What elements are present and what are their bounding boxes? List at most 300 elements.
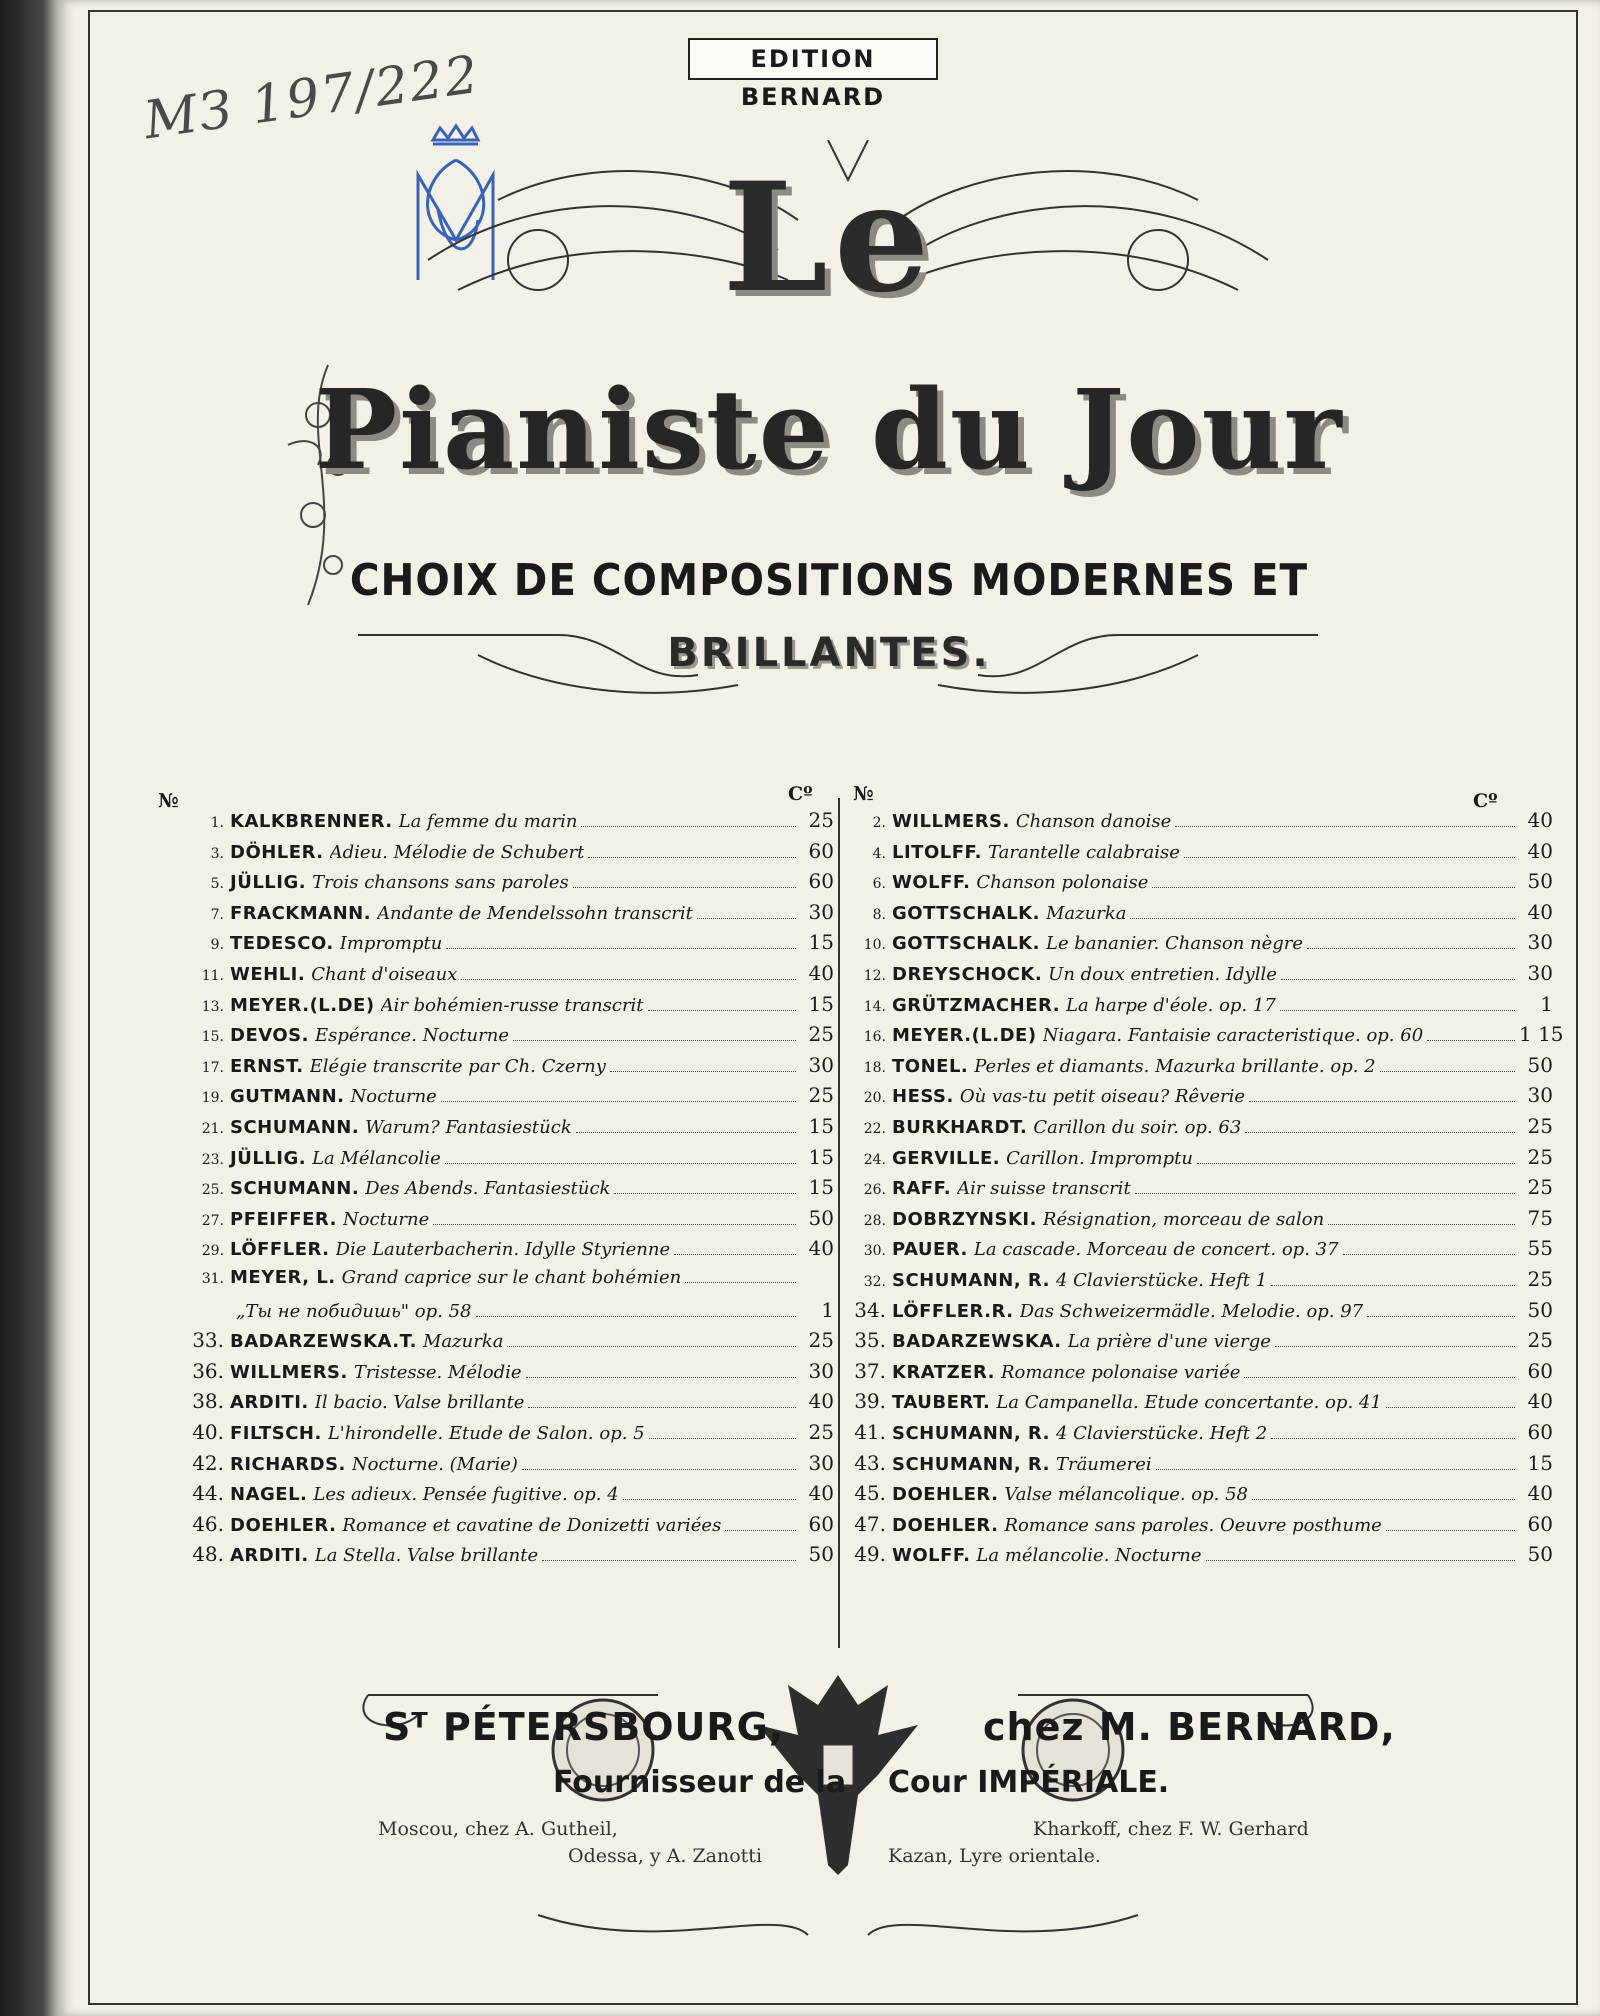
catalogue-entry: [848, 1175, 1553, 1203]
entry-number: 33.: [192, 1328, 224, 1353]
entry-work: Andante de Mendelssohn transcrit: [377, 902, 693, 924]
leader-dots: [1386, 1407, 1515, 1408]
entry-work: Les adieux. Pensée fugitive. op. 4: [313, 1484, 619, 1506]
leader-dots: [623, 1499, 796, 1500]
entry-price: 40: [808, 961, 834, 985]
leader-dots: [433, 1224, 796, 1225]
entry-work: Carillon. Impromptu: [1006, 1147, 1193, 1169]
entry-composer: GOTTSCHALK.: [892, 902, 1040, 924]
entry-work: Espérance. Nocturne: [314, 1025, 509, 1047]
entry-number: 13.: [201, 998, 224, 1015]
branch-odessa: Odessa, y A. Zanotti: [568, 1845, 763, 1867]
entry-work: Tristesse. Mélodie: [353, 1361, 522, 1383]
entry-number: 19.: [201, 1090, 224, 1107]
entry-composer: WEHLI.: [230, 964, 306, 985]
entry-composer: JÜLLIG.: [230, 1147, 307, 1169]
catalogue-entry: [186, 1328, 834, 1356]
entry-number: 31.: [201, 1271, 224, 1287]
entry-price: 1: [1540, 991, 1553, 1016]
entry-work: Romance polonaise variée: [1001, 1361, 1241, 1383]
entry-price: 1: [821, 1297, 834, 1322]
entry-price: 25: [808, 1328, 834, 1353]
leader-dots: [1367, 1316, 1515, 1317]
entry-number: 24.: [863, 1151, 886, 1168]
catalogue-entry: [186, 1175, 834, 1203]
leader-dots: [685, 1282, 796, 1283]
catalogue-entry: [186, 961, 834, 989]
entry-work: Romance sans paroles. Oeuvre posthume: [1004, 1514, 1382, 1536]
entry-price: 30: [808, 1358, 834, 1383]
title-le: Le: [722, 150, 936, 326]
leader-dots: [1156, 1469, 1515, 1470]
catalogue-entry: [848, 1481, 1553, 1509]
catalogue-entry: [186, 1145, 834, 1173]
entry-work: Chant d'oiseaux: [311, 964, 458, 985]
entry-number: 12.: [863, 968, 886, 984]
entry-price: 30: [1527, 1083, 1553, 1108]
catalogue-entry: [186, 1236, 834, 1264]
entry-number: 9.: [210, 937, 224, 954]
catalogue-entry: [186, 1022, 834, 1050]
entry-composer: SCHUMANN, R.: [892, 1270, 1050, 1291]
catalogue-entry: [848, 1114, 1553, 1142]
catalogue-entry: [848, 1022, 1564, 1050]
leader-dots: [1280, 1010, 1515, 1011]
entry-price: 25: [808, 808, 834, 832]
entry-number: 37.: [854, 1358, 886, 1383]
entry-price: 50: [808, 1205, 834, 1230]
catalogue-entry: [848, 839, 1553, 867]
entry-work: Perles et diamants. Mazurka brillante. op. 2: [974, 1055, 1376, 1077]
pencil-shelfmark: МЗ 197/222: [140, 44, 484, 152]
entry-composer: ARDITI.: [230, 1545, 309, 1567]
entry-price: 25: [1527, 1144, 1553, 1169]
entry-price: 25: [1527, 1114, 1553, 1138]
left-price-header: Cº: [788, 783, 813, 805]
entry-work: Niagara. Fantaisie caracteristique. op. 60: [1042, 1025, 1424, 1047]
catalogue-entry: [186, 1206, 834, 1234]
entry-price: 15: [808, 991, 834, 1016]
entry-price: 1 15: [1519, 1022, 1564, 1047]
entry-price: 40: [808, 1389, 834, 1414]
leader-dots: [1244, 1377, 1515, 1378]
entry-work: Trois chansons sans paroles: [312, 872, 569, 894]
right-price-header: Cº: [1473, 790, 1498, 812]
leader-dots: [441, 1101, 796, 1102]
entry-number: 38.: [192, 1389, 224, 1414]
book-binding: [0, 0, 58, 2016]
leader-dots: [1152, 887, 1515, 888]
entry-price: 40: [1527, 808, 1553, 832]
leader-dots: [1206, 1560, 1515, 1561]
leader-dots: [581, 826, 796, 827]
leader-dots: [522, 1469, 796, 1470]
entry-composer: DOEHLER.: [230, 1514, 337, 1536]
entry-composer: DOEHLER.: [892, 1484, 999, 1506]
entry-composer: MEYER, L.: [230, 1267, 336, 1288]
entry-work: Air suisse transcrit: [957, 1178, 1131, 1200]
entry-composer: TAUBERT.: [892, 1392, 991, 1414]
catalogue-entry: [848, 1451, 1553, 1479]
catalogue-entry: [186, 1420, 834, 1448]
entry-price: 40: [1527, 1389, 1553, 1414]
leader-dots: [1386, 1530, 1515, 1531]
catalogue-entry: [848, 992, 1553, 1020]
entry-number: 21.: [201, 1121, 224, 1137]
entry-number: 36.: [192, 1358, 224, 1383]
entry-work: La Campanella. Etude concertante. op. 41: [996, 1392, 1382, 1414]
entry-price: 50: [808, 1542, 834, 1567]
entry-composer: SCHUMANN.: [230, 1117, 360, 1138]
entry-number: 40.: [192, 1420, 224, 1444]
cour-imperiale-label: Cour IMPÉRIALE.: [888, 1765, 1170, 1800]
entry-composer: NAGEL.: [230, 1484, 308, 1506]
entry-price: 30: [808, 1052, 834, 1077]
edition-label: EDITION BERNARD: [688, 38, 938, 80]
entry-composer: JÜLLIG.: [230, 872, 307, 894]
entry-price: 60: [1527, 1511, 1553, 1536]
entry-work: Das Schweizermädle. Melodie. op. 97: [1019, 1300, 1364, 1322]
entry-composer: BURKHARDT.: [892, 1117, 1028, 1138]
entry-composer: WILLMERS.: [892, 811, 1010, 832]
entry-number: 49.: [854, 1542, 886, 1567]
entry-number: 10.: [863, 937, 886, 954]
entry-price: 40: [808, 1481, 834, 1506]
entry-price: 15: [808, 1175, 834, 1200]
entry-price: 30: [1527, 961, 1553, 985]
entry-composer: BADARZEWSKA.T.: [230, 1331, 417, 1353]
entry-composer: DOEHLER.: [892, 1514, 999, 1536]
leader-dots: [1184, 857, 1515, 858]
entry-price: 60: [1527, 1358, 1553, 1383]
entry-composer: WOLFF.: [892, 872, 971, 894]
leader-dots: [445, 1163, 796, 1164]
entry-price: 25: [1527, 1328, 1553, 1353]
catalogue-entry: [186, 839, 834, 867]
entry-work: Mazurka: [422, 1331, 504, 1353]
entry-price: 30: [808, 1450, 834, 1475]
catalogue-entry: [848, 1267, 1553, 1295]
entry-work: Grand caprice sur le chant bohémien: [341, 1267, 682, 1288]
fournisseur-label: Fournisseur de la: [553, 1765, 847, 1800]
entry-price: 50: [1527, 1297, 1553, 1322]
catalogue-entry: [848, 1420, 1553, 1448]
entry-work: Un doux entretien. Idylle: [1048, 964, 1277, 985]
entry-work: „Ты не побидишь" op. 58: [236, 1300, 472, 1322]
entry-work: Où vas-tu petit oiseau? Rêverie: [959, 1086, 1246, 1108]
left-number-header: №: [158, 790, 179, 812]
entry-number: 16.: [863, 1029, 886, 1046]
entry-price: 40: [1527, 899, 1553, 924]
entry-work: La harpe d'éole. op. 17: [1066, 994, 1276, 1016]
entry-number: 8.: [872, 906, 886, 923]
entry-composer: SCHUMANN, R.: [892, 1453, 1050, 1475]
entry-number: 22.: [863, 1121, 886, 1137]
entry-work: Nocturne: [342, 1208, 430, 1230]
entry-number: 44.: [192, 1481, 224, 1506]
entry-work: Elégie transcrite par Ch. Czerny: [309, 1055, 606, 1077]
entry-price: 40: [1527, 838, 1553, 863]
entry-work: Il bacio. Valse brillante: [314, 1392, 525, 1414]
publisher-city: Sᵀ PÉTERSBOURG,: [383, 1705, 785, 1749]
leader-dots: [588, 857, 796, 858]
catalogue-entry: [186, 1389, 834, 1417]
entry-work: Warum? Fantasiestück: [365, 1117, 572, 1138]
leader-dots: [1271, 1438, 1515, 1439]
entry-work: La Mélancolie: [312, 1147, 441, 1169]
catalogue-entry: [186, 1542, 834, 1570]
entry-work: Chanson polonaise: [976, 872, 1149, 894]
entry-number: 4.: [872, 845, 886, 862]
entry-price: 50: [1527, 869, 1553, 894]
catalogue-entry: [186, 869, 834, 897]
entry-composer: HESS.: [892, 1086, 954, 1108]
leader-dots: [1197, 1163, 1515, 1164]
entry-work: Tarantelle calabraise: [988, 841, 1180, 863]
catalogue-entry: [848, 1298, 1553, 1326]
entry-composer: LITOLFF.: [892, 841, 983, 863]
catalogue-entry: [848, 1389, 1553, 1417]
entry-work: Mazurka: [1045, 902, 1127, 924]
entry-number: 32.: [863, 1274, 886, 1290]
entry-price: 75: [1527, 1205, 1553, 1230]
entry-work: L'hirondelle. Etude de Salon. op. 5: [327, 1423, 645, 1444]
entry-work: Le bananier. Chanson nègre: [1045, 933, 1304, 955]
leader-dots: [1427, 1040, 1515, 1041]
catalogue-entry: [186, 1053, 834, 1081]
entry-composer: DOBRZYNSKI.: [892, 1208, 1037, 1230]
entry-work: Résignation, morceau de salon: [1042, 1208, 1325, 1230]
entry-price: 60: [1527, 1420, 1553, 1444]
leader-dots: [649, 1438, 796, 1439]
entry-price: 25: [808, 1420, 834, 1444]
title-page: [58, 0, 1600, 2016]
entry-work: La cascade. Morceau de concert. op. 37: [973, 1239, 1339, 1261]
entry-number: 3.: [210, 845, 224, 862]
entry-work: Adieu. Mélodie de Schubert: [329, 841, 585, 863]
entry-work: Träumerei: [1055, 1453, 1152, 1475]
leader-dots: [573, 887, 796, 888]
entry-number: 20.: [863, 1090, 886, 1107]
column-divider: [838, 798, 840, 1648]
entry-composer: GERVILLE.: [892, 1147, 1001, 1169]
entry-price: 25: [808, 1083, 834, 1108]
entry-price: 25: [808, 1022, 834, 1047]
entry-composer: DEVOS.: [230, 1025, 309, 1047]
leader-dots: [1380, 1071, 1515, 1072]
catalogue-entry: [848, 1512, 1553, 1540]
entry-composer: KALKBRENNER.: [230, 811, 393, 832]
entry-price: 60: [808, 1511, 834, 1536]
entry-number: 26.: [863, 1182, 886, 1199]
entry-composer: BADARZEWSKA.: [892, 1331, 1062, 1353]
entry-number: 23.: [201, 1151, 224, 1168]
entry-price: 30: [808, 899, 834, 924]
entry-composer: FRACKMANN.: [230, 902, 372, 924]
catalogue-entry: [186, 900, 834, 928]
entry-number: 1.: [210, 815, 224, 831]
entry-composer: ERNST.: [230, 1055, 304, 1077]
entry-work: Romance et cavatine de Donizetti variées: [342, 1514, 722, 1536]
catalogue-entry: [186, 992, 834, 1020]
leader-dots: [725, 1530, 796, 1531]
branch-moscou: Moscou, chez A. Gutheil,: [378, 1818, 618, 1840]
entry-number: 7.: [210, 906, 224, 923]
entry-number: 30.: [863, 1243, 886, 1260]
right-number-header: №: [853, 783, 874, 805]
catalogue-entry: [848, 1236, 1553, 1264]
entry-composer: RAFF.: [892, 1178, 952, 1200]
leader-dots: [648, 1010, 796, 1011]
catalogue-entry: [186, 1267, 834, 1295]
entry-number: 25.: [201, 1182, 224, 1199]
catalogue-entry: [848, 961, 1553, 989]
entry-composer: FILTSCH.: [230, 1423, 322, 1444]
entry-work: Des Abends. Fantasiestück: [365, 1178, 611, 1200]
catalogue-entry: [186, 1114, 834, 1142]
entry-work: Chanson danoise: [1015, 811, 1172, 832]
catalogue-entry: [848, 930, 1553, 958]
entry-number: 29.: [201, 1243, 224, 1260]
entry-number: 14.: [863, 998, 886, 1015]
catalogue-entry: [848, 1542, 1553, 1570]
entry-price: 15: [808, 1144, 834, 1169]
entry-number: 18.: [863, 1059, 886, 1076]
entry-number: 47.: [854, 1511, 886, 1536]
leader-dots: [1275, 1346, 1515, 1347]
leader-dots: [1281, 979, 1515, 980]
entry-work: La mélancolie. Nocturne: [976, 1545, 1202, 1567]
entry-composer: WOLFF.: [892, 1545, 971, 1567]
leader-dots: [674, 1254, 796, 1255]
catalogue-entry: [186, 1083, 834, 1111]
publisher-name: chez M. BERNARD,: [983, 1705, 1396, 1749]
entry-price: 40: [808, 1236, 834, 1261]
entry-work: 4 Clavierstücke. Heft 2: [1055, 1423, 1268, 1444]
entry-price: 50: [1527, 1052, 1553, 1077]
entry-composer: DREYSCHOCK.: [892, 964, 1043, 985]
entry-number: 35.: [854, 1328, 886, 1353]
catalogue-entry: [848, 1053, 1553, 1081]
catalogue-entry: [186, 1298, 834, 1326]
entry-number: 41.: [854, 1420, 886, 1444]
entry-work: Air bohémien-russe transcrit: [380, 994, 644, 1016]
leader-dots: [526, 1377, 796, 1378]
entry-work: Die Lauterbacherin. Idylle Styrienne: [335, 1239, 671, 1261]
entry-composer: LÖFFLER.R.: [892, 1300, 1014, 1322]
catalogue-entry: [848, 1359, 1553, 1387]
entry-number: 45.: [854, 1481, 886, 1506]
entry-work: La femme du marin: [398, 811, 578, 832]
entry-composer: PFEIFFER.: [230, 1208, 337, 1230]
entry-work: Nocturne. (Marie): [351, 1453, 518, 1475]
entry-work: Nocturne: [350, 1086, 437, 1108]
entry-composer: TEDESCO.: [230, 933, 334, 955]
leader-dots: [542, 1560, 796, 1561]
entry-work: La prière d'une vierge: [1067, 1331, 1271, 1353]
entry-composer: MEYER.(L.DE): [230, 994, 375, 1016]
entry-number: 27.: [201, 1212, 224, 1229]
entry-work: Carillon du soir. op. 63: [1033, 1117, 1242, 1138]
catalogue-entry: [186, 1451, 834, 1479]
leader-dots: [1175, 826, 1515, 827]
leader-dots: [461, 979, 796, 980]
catalogue-entry: [186, 1512, 834, 1540]
leader-dots: [1249, 1101, 1515, 1102]
entry-work: La Stella. Valse brillante: [314, 1545, 539, 1567]
catalogue-entry: [848, 869, 1553, 897]
entry-composer: RICHARDS.: [230, 1453, 346, 1475]
leader-dots: [446, 948, 796, 949]
entry-number: 39.: [854, 1389, 886, 1414]
leader-dots: [1343, 1254, 1515, 1255]
entry-number: 43.: [854, 1450, 886, 1475]
entry-number: 46.: [192, 1511, 224, 1536]
entry-price: 30: [1527, 930, 1553, 955]
entry-price: 40: [1527, 1481, 1553, 1506]
leader-dots: [1328, 1224, 1515, 1225]
leader-dots: [476, 1316, 796, 1317]
entry-number: 42.: [192, 1450, 224, 1475]
catalogue-entry: [848, 900, 1553, 928]
entry-composer: KRATZER.: [892, 1361, 995, 1383]
entry-composer: ARDITI.: [230, 1392, 309, 1414]
entry-composer: TONEL.: [892, 1055, 969, 1077]
entry-work: Valse mélancolique. op. 58: [1004, 1484, 1249, 1506]
entry-composer: SCHUMANN.: [230, 1178, 360, 1200]
entry-composer: GRÜTZMACHER.: [892, 994, 1061, 1016]
leader-dots: [1130, 918, 1515, 919]
entry-price: 60: [808, 838, 834, 863]
entry-composer: DÖHLER.: [230, 841, 324, 863]
leader-dots: [610, 1071, 796, 1072]
leader-dots: [513, 1040, 796, 1041]
entry-price: 15: [1527, 1450, 1553, 1475]
subtitle-brillantes: BRILLANTES.: [667, 630, 991, 676]
entry-number: 48.: [192, 1542, 224, 1567]
entry-composer: SCHUMANN, R.: [892, 1423, 1050, 1444]
catalogue-entry: [848, 1145, 1553, 1173]
entry-price: 55: [1527, 1236, 1553, 1261]
entry-number: 17.: [201, 1059, 224, 1076]
leader-dots: [507, 1346, 796, 1347]
catalogue-entry: [186, 930, 834, 958]
catalogue-entry: [848, 1328, 1553, 1356]
catalogue-entry: [848, 1206, 1553, 1234]
entry-composer: GOTTSCHALK.: [892, 933, 1040, 955]
leader-dots: [1271, 1285, 1515, 1286]
catalogue-entry: [186, 808, 834, 836]
leader-dots: [614, 1193, 796, 1194]
entry-composer: GUTMANN.: [230, 1086, 345, 1108]
leader-dots: [576, 1132, 796, 1133]
entry-number: 34.: [854, 1297, 886, 1322]
subtitle: CHOIX DE COMPOSITIONS MODERNES ET: [349, 555, 1309, 606]
entry-number: 28.: [863, 1212, 886, 1229]
entry-number: 11.: [201, 968, 224, 984]
entry-composer: LÖFFLER.: [230, 1239, 330, 1261]
entry-price: 50: [1527, 1542, 1553, 1567]
entry-price: 15: [808, 930, 834, 955]
entry-price: 25: [1527, 1267, 1553, 1291]
entry-number: 15.: [201, 1029, 224, 1046]
entry-price: 25: [1527, 1175, 1553, 1200]
entry-composer: WILLMERS.: [230, 1361, 348, 1383]
leader-dots: [1252, 1499, 1515, 1500]
leader-dots: [528, 1407, 796, 1408]
entry-price: 15: [808, 1114, 834, 1138]
entry-price: 60: [808, 869, 834, 894]
